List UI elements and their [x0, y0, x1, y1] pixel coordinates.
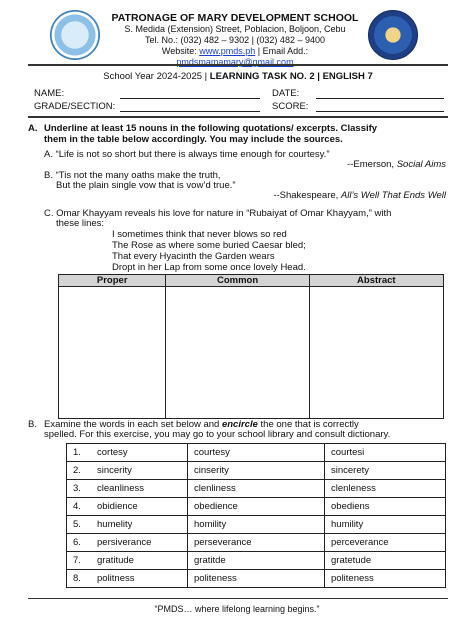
table-row — [67, 498, 446, 516]
poem-line: That every Hyacinth the Garden wears — [112, 251, 275, 262]
source-author: --Emerson, — [347, 159, 397, 170]
part-a-marker: A. — [28, 123, 38, 134]
proper-nouns-answer-cell[interactable] — [59, 287, 166, 419]
school-year: School Year 2024-2025 | — [103, 71, 210, 82]
word-option[interactable] — [67, 462, 188, 480]
instruction-emphasis: encircle — [221, 419, 258, 430]
table-row — [67, 570, 446, 588]
school-address: S. Medida (Extension) Street, Poblacion, Boljoon, Cebu — [124, 24, 346, 34]
word-option[interactable] — [67, 570, 188, 588]
word-text: persiverance — [97, 537, 152, 548]
word-option[interactable]: politeness — [188, 570, 325, 588]
fields-divider — [28, 116, 448, 118]
word-option[interactable]: obedience — [188, 498, 325, 516]
date-label: DATE: — [272, 88, 300, 99]
grade-section-field[interactable] — [120, 111, 260, 112]
word-option[interactable] — [67, 444, 188, 462]
part-a-instruction-line-1: Underline at least 15 nouns in the following quotations/ excerpts. Classify — [44, 123, 378, 134]
part-a-instruction-line-2: them in the table below accordingly. You may include the sources. — [44, 134, 343, 145]
table-row — [67, 534, 446, 552]
part-b-marker: B. — [28, 419, 37, 430]
website-label: Website: — [161, 46, 200, 56]
common-nouns-answer-cell[interactable] — [166, 287, 309, 419]
item-number: 5. — [73, 519, 81, 530]
date-field[interactable] — [316, 98, 444, 99]
word-option[interactable] — [67, 534, 188, 552]
table-row — [67, 552, 446, 570]
school-seal-icon — [50, 10, 100, 60]
header-divider — [28, 64, 448, 66]
word-option[interactable]: clenleness — [325, 480, 446, 498]
word-option[interactable]: politeness — [325, 570, 446, 588]
email-link[interactable]: pmdsmamamary@gmail.com — [176, 57, 294, 67]
grade-section-label: GRADE/SECTION: — [34, 101, 116, 112]
column-header-abstract: Abstract — [309, 275, 443, 287]
item-number: 4. — [73, 501, 81, 512]
instruction-text: the one that is correctly — [257, 419, 359, 430]
poem-line: The Rose as where some buried Caesar bled; — [112, 240, 306, 251]
quote-b-line-2: But the plain single vow that is vow’d true.” — [56, 180, 236, 191]
item-number: 2. — [73, 465, 81, 476]
quote-c-line-2: these lines: — [56, 218, 105, 229]
table-row — [67, 462, 446, 480]
word-option[interactable]: courtesy — [188, 444, 325, 462]
table-row — [67, 480, 446, 498]
word-text: obidience — [97, 501, 138, 512]
quote-b-line-1: B. “Tis not the many oaths make the truth, — [44, 170, 221, 181]
item-number: 6. — [73, 537, 81, 548]
item-number: 8. — [73, 573, 81, 584]
word-option[interactable]: gratetude — [325, 552, 446, 570]
word-option[interactable] — [67, 516, 188, 534]
item-number: 7. — [73, 555, 81, 566]
word-text: sincerity — [97, 465, 132, 476]
quote-a: A. “Life is not so short but there is always time enough for courtesy.” — [44, 149, 330, 160]
quote-b-source — [200, 190, 446, 201]
word-option[interactable] — [67, 498, 188, 516]
score-field[interactable] — [316, 111, 444, 112]
source-author: --Shakespeare, — [273, 190, 341, 201]
task-line — [28, 71, 448, 82]
table-row — [67, 516, 446, 534]
part-b-instruction-line-2: spelled. For this exercise, you may go to your school library and consult dictionary. — [44, 429, 391, 440]
word-text: politness — [97, 573, 135, 584]
quote-c-line-1: C. Omar Khayyam reveals his love for nature in “Rubaiyat of Omar Khayyam,” with — [44, 208, 392, 219]
word-option[interactable]: sincerety — [325, 462, 446, 480]
word-option[interactable]: gratitde — [188, 552, 325, 570]
source-work: All’s Well That Ends Well — [340, 190, 446, 201]
column-header-proper: Proper — [59, 275, 166, 287]
word-option[interactable]: courtesi — [325, 444, 446, 462]
instruction-text: Examine the words in each set below and — [44, 419, 222, 430]
score-label: SCORE: — [272, 101, 309, 112]
word-option[interactable]: humility — [325, 516, 446, 534]
high-school-seal-icon — [368, 10, 418, 60]
word-option[interactable]: cinserity — [188, 462, 325, 480]
column-header-common: Common — [166, 275, 309, 287]
spelling-table — [66, 443, 446, 588]
word-option[interactable]: perseverance — [188, 534, 325, 552]
name-label: NAME: — [34, 88, 65, 99]
poem-line: I sometimes think that never blows so red — [112, 229, 287, 240]
word-option[interactable]: obediens — [325, 498, 446, 516]
source-work: Social Aims — [396, 159, 446, 170]
item-number: 1. — [73, 447, 81, 458]
school-telephone: Tel. No.: (032) 482 – 9302 | (032) 482 – 9400 — [145, 35, 325, 45]
name-field[interactable] — [120, 98, 260, 99]
noun-classification-table — [58, 274, 444, 419]
word-option[interactable]: clenliness — [188, 480, 325, 498]
table-row — [67, 444, 446, 462]
email-label: | Email Add.: — [255, 46, 309, 56]
word-option[interactable]: homility — [188, 516, 325, 534]
footer-motto: “PMDS… where lifelong learning begins.” — [154, 604, 320, 614]
word-text: cortesy — [97, 447, 128, 458]
poem-line: Dropt in her Lap from some once lovely Head. — [112, 262, 306, 273]
word-text: cleanliness — [97, 483, 144, 494]
school-name: PATRONAGE OF MARY DEVELOPMENT SCHOOL — [111, 12, 359, 24]
quote-a-source — [300, 159, 446, 170]
word-option[interactable] — [67, 552, 188, 570]
item-number: 3. — [73, 483, 81, 494]
word-text: humelity — [97, 519, 133, 530]
word-text: gratitude — [97, 555, 134, 566]
word-option[interactable] — [67, 480, 188, 498]
task-title: LEARNING TASK NO. 2 | ENGLISH 7 — [209, 71, 373, 82]
footer-divider — [28, 598, 448, 599]
word-option[interactable]: perceverance — [325, 534, 446, 552]
website-link[interactable]: www.pmds.ph — [199, 46, 256, 56]
abstract-nouns-answer-cell[interactable] — [309, 287, 443, 419]
